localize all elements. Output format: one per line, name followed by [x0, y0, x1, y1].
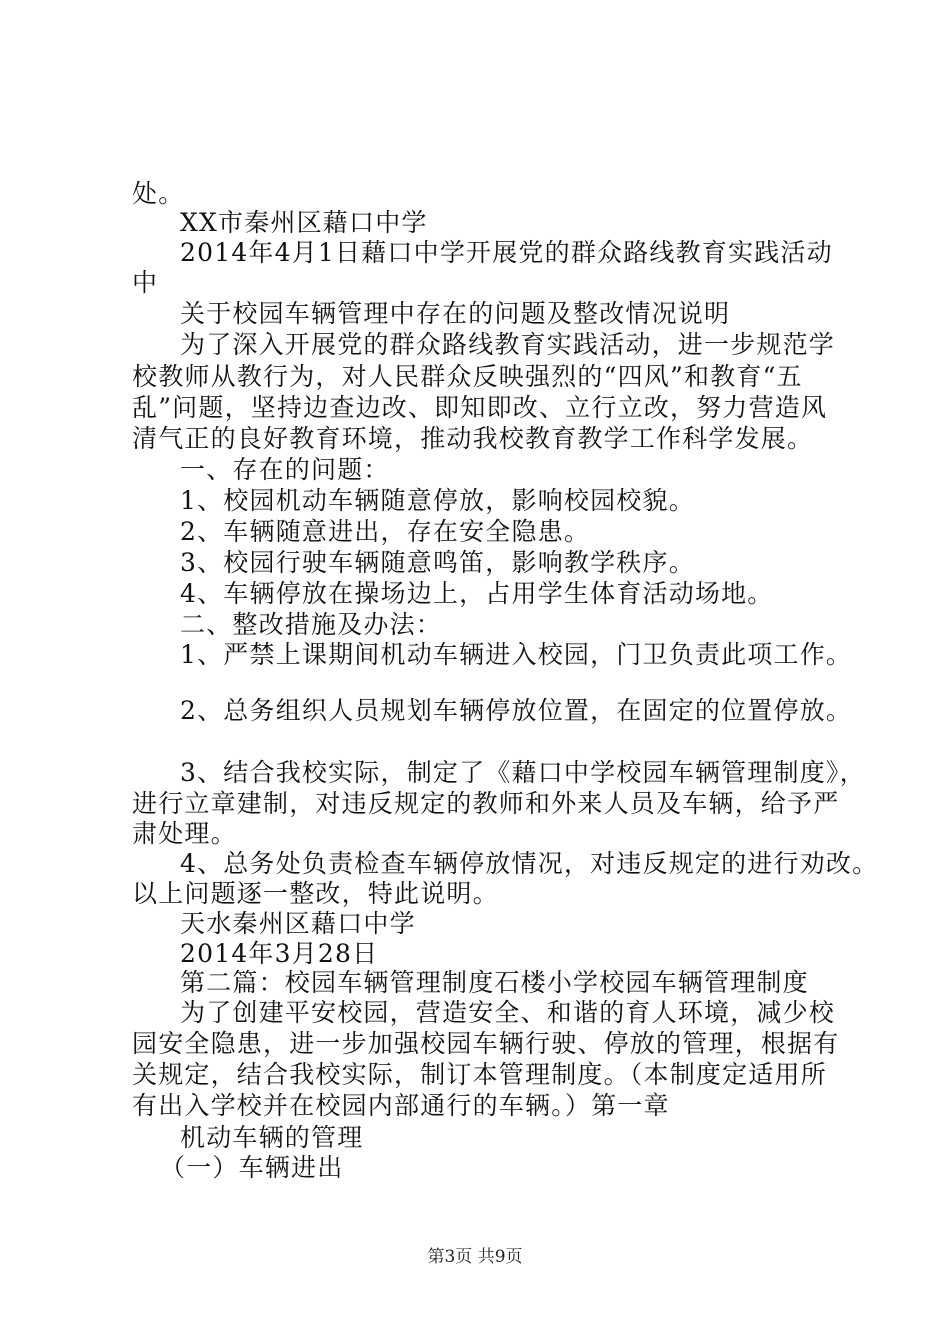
text-line: 3、校园行驶车辆随意鸣笛，影响教学秩序。: [180, 548, 695, 577]
text-line: 一、存在的问题：: [180, 455, 390, 484]
text-line: 2014年4月1日藉口中学开展党的群众路线教育实践活动: [180, 238, 833, 267]
text-line: 1、严禁上课期间机动车辆进入校园，门卫负责此项工作。: [180, 640, 853, 669]
text-line: 进行立章建制，对违反规定的教师和外来人员及车辆，给予严: [132, 789, 840, 818]
text-line: 园安全隐患，进一步加强校园车辆行驶、停放的管理，根据有: [132, 1029, 840, 1058]
text-line: 乱”问题，坚持边查边改、即知即改、立行立改，努力营造风: [132, 393, 828, 422]
text-line: 关于校园车辆管理中存在的问题及整改情况说明: [180, 299, 731, 328]
page-footer: 第3页 共9页: [427, 1247, 523, 1267]
text-line: 2、总务组织人员规划车辆停放位置，在固定的位置停放。: [180, 696, 853, 725]
text-line: 2、车辆随意进出，存在安全隐患。: [180, 517, 591, 546]
text-line: 为了创建平安校园，营造安全、和谐的育人环境，减少校: [180, 998, 836, 1027]
text-line: 3、结合我校实际，制定了《藉口中学校园车辆管理制度》，: [180, 758, 866, 787]
text-line: （一）车辆进出: [160, 1153, 344, 1182]
text-line: 机动车辆的管理: [180, 1123, 364, 1152]
text-line: 以上问题逐一整改，特此说明。: [132, 879, 499, 908]
text-line: 第二篇：校园车辆管理制度石楼小学校园车辆管理制度: [180, 968, 809, 997]
text-line: 1、校园机动车辆随意停放，影响校园校貌。: [180, 486, 695, 515]
text-line: 中: [132, 268, 159, 297]
text-line: 处。: [132, 179, 185, 208]
text-line: 肃处理。: [132, 819, 237, 848]
text-line: 2014年3月28日: [180, 939, 379, 968]
text-line: 4、总务处负责检查车辆停放情况，对违反规定的进行劝改。: [180, 849, 879, 878]
text-line: 关规定，结合我校实际，制订本管理制度。（本制度定适用所: [132, 1060, 827, 1089]
text-line: 清气正的良好教育环境，推动我校教育教学工作科学发展。: [132, 424, 814, 453]
text-line: XX市秦州区藉口中学: [180, 208, 428, 237]
text-line: 4、车辆停放在操场边上，占用学生体育活动场地。: [180, 579, 774, 608]
text-line: 二、整改措施及办法：: [180, 610, 443, 639]
text-line: 有出入学校并在校园内部通行的车辆。）第一章: [132, 1091, 670, 1120]
text-line: 天水秦州区藉口中学: [180, 909, 416, 938]
text-line: 为了深入开展党的群众路线教育实践活动，进一步规范学: [180, 330, 836, 359]
text-line: 校教师从教行为，对人民群众反映强烈的“四风”和教育“五: [132, 362, 803, 391]
